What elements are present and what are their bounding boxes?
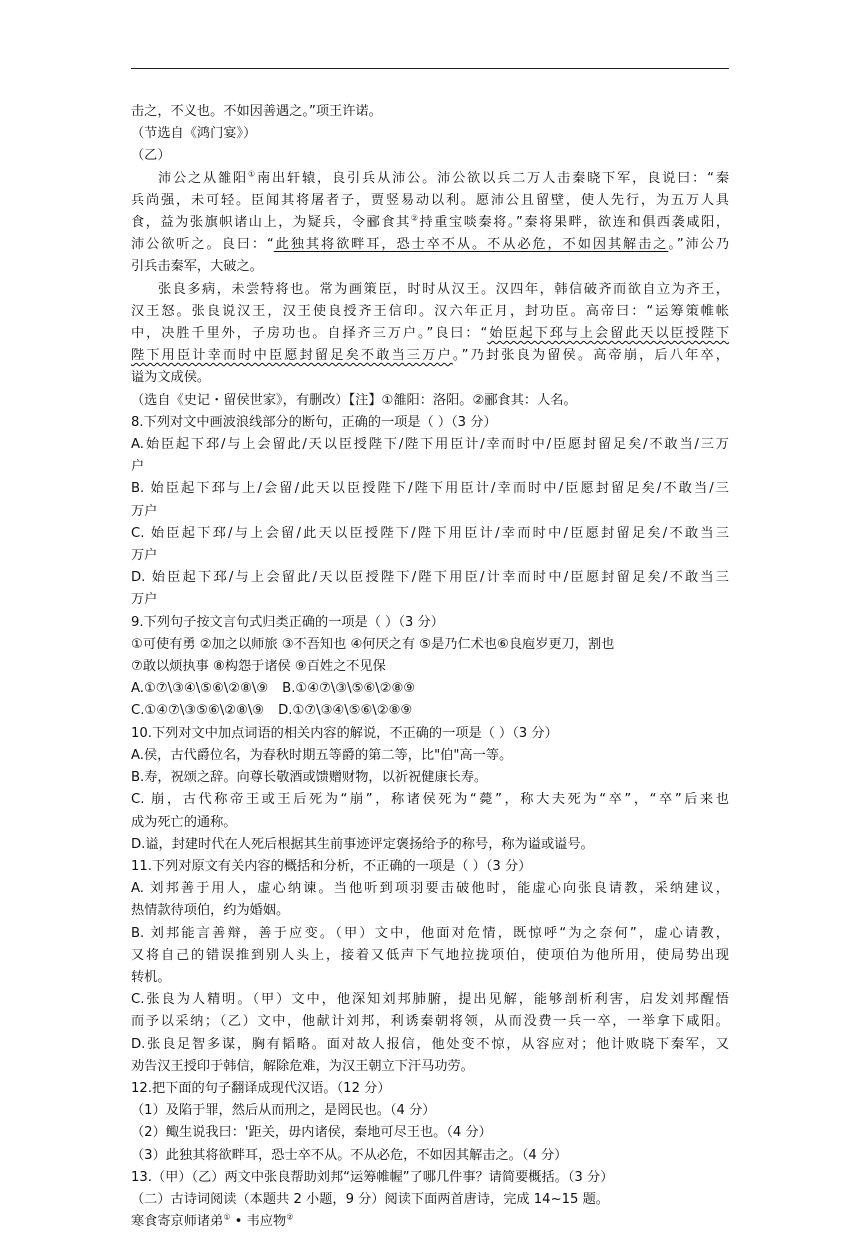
question-10: 10.下列对文中加点词语的相关内容的解说，不正确的一项是（ ）（3 分） A.侯，古代爵位名，为春秋时期五等爵的第二等，比"伯"高一等。 B.寿，祝颂之辞。向尊长敬酒或馈赠财物，以祈祝健康长寿。 C. 崩，古代称帝王或王后死为“崩”，称诸侯死为“薨”，称大夫死为“卒”，“卒”后来也 成为死亡的通称。 D.谥，封建时代在人死后根据其生前事迹评定褒扬给予的称号，称为谥或谥号。	[131, 723, 729, 856]
section-2-heading: （二）古诗词阅读（本题共 2 小题，9 分）阅读下面两首唐诗，完成 14~15 题。	[131, 1191, 609, 1207]
wavy-underlined-text: 陛下用臣计幸而时中臣愿封留足矣不敢当三万户	[131, 348, 453, 364]
option-d: D. 始臣起下邳/与上会留此/天以臣授陛下/陛下用臣/计幸而时中/臣愿封留足矣/不敢当三	[131, 570, 729, 586]
option-b: B. 刘邦能言善辩，善于应变。（甲）文中，他面对危情，既惊呼“为之奈何”，虚心请教，	[131, 925, 729, 941]
question-8: 8.下列对文中画波浪线部分的断句，正确的一项是（ ）（3 分） A.始臣起下邳/与上会留此/天以臣授陛下/陛下用臣计/幸而时中/臣愿封留足矣/不敢当/三万 户 B. 始臣起下邳与上/会留/此天以臣授陛下/陛下用臣计/幸而时中/臣愿封留足矣/不敢当/三 万户 C. 始臣起下邳/与上会留/此天以臣授陛下/陛下用臣计/幸而时中/臣愿封留足矣/不敢当三 万户 D. 始臣起下邳/与上会留此/天以臣授陛下/陛下用臣/计幸而时中/臣愿封留足矣/不敢当三 万户	[131, 414, 729, 608]
option-b: B.①④⑦\③\⑤⑥\②⑧⑨	[282, 681, 416, 697]
option-a: A. 刘邦善于用人，虚心纳谏。当他听到项羽要击破他时，能虚心向张良请教，采纳建议，	[131, 881, 729, 897]
poem-title: 寒食寄京师诸弟① • 韦应物②	[131, 1212, 294, 1230]
footnote-marker: ②	[286, 1212, 294, 1222]
underlined-sentence: 此独其将欲畔耳，恐士卒不从。不从必危，不如因其解击之	[273, 237, 669, 253]
header-rule	[131, 68, 729, 69]
question-11: 11.下列对原文有关内容的概括和分析，不正确的一项是（ ）（3 分） A. 刘邦善于用人，虚心纳谏。当他听到项羽要击破他时，能虚心向张良请教，采纳建议， 热情款待项伯，约为婚姻。 B. 刘邦能言善辩，善于应变。（甲）文中，他面对危情，既惊呼“为之奈何”，虚心请教， 又将自己的错误推到别人头上，接着又低声下气地拉拢项伯，使项伯为他所用，使局势出现 转机。 C.张良为人精明。（甲）文中，他深知刘邦肺腑，提出见解，能够剖析利害，启发刘邦醒悟 而予以采纳；（乙）文中，他献计刘邦，利诱秦朝将领，从而没费一兵一卒，一举拿下咸阳。 D.张良足智多谋，胸有韬略。面对故人报信，他处变不惊，从容应对；他计败晓下秦军，又 劝告汉王授印于韩信，解除危难，为汉王朝立下汗马功劳。	[131, 858, 729, 1074]
option-a: A.侯，古代爵位名，为春秋时期五等爵的第二等，比"伯"高一等。	[131, 747, 513, 763]
passage-b-paragraph-1: 沛公之从雒阳①南出轩辕，良引兵从沛公。沛公欲以兵二万人击秦晓下军，良说曰：“秦 兵尚强，未可轻。臣闻其将屠者子，贾竖易动以利。愿沛公且留壁，使人先行，为五万人具 食，益为张旗帜诸山上，为疑兵，令郦食其②持重宝啖秦将。”秦将果畔，欲连和俱西袭咸阳， 沛公欲听之。良曰：“此独其将欲畔耳，恐士卒不从。不从必危，不如因其解击之。”沛公乃 引兵击秦军，大破之。	[131, 169, 730, 275]
option-b: B. 始臣起下邳与上/会留/此天以臣授陛下/陛下用臣计/幸而时中/臣愿封留足矣/不敢当/三	[131, 481, 729, 497]
question-9: 9.下列句子按文言句式归类正确的一项是（ ）（3 分） ①可使有勇 ②加之以师旅 ③不吾知也 ④何厌之有 ⑤是乃仁术也⑥良庖岁更刀，割也 ⑦敢以烦执事 ⑧构怨于诸侯 ⑨百姓之不见保 A.①⑦\③④\⑤⑥\②⑧\⑨ B.①④⑦\③\⑤⑥\②⑧⑨ C.①④⑦\③⑤⑥\②⑧\⑨ D.①⑦\③④\⑤⑥\②⑧⑨	[131, 614, 615, 719]
wavy-underlined-text: 始臣起下邳与上会留此天以臣授陛下	[487, 326, 730, 342]
option-d: D.张良足智多谋，胸有韬略。面对故人报信，他处变不惊，从容应对；他计败晓下秦军，又	[131, 1036, 729, 1052]
source-a: （节选自《鸿门宴》）	[131, 126, 257, 142]
option-a: A.①⑦\③④\⑤⑥\②⑧\⑨	[131, 681, 269, 697]
footnote-marker: ①	[248, 169, 258, 179]
footnote-marker: ②	[410, 213, 420, 223]
option-d: D.谥，封建时代在人死后根据其生前事迹评定褒扬给予的称号，称为谥或谥号。	[131, 836, 594, 852]
option-c: C. 始臣起下邳/与上会留/此天以臣授陛下/陛下用臣计/幸而时中/臣愿封留足矣/不敢当三	[131, 525, 729, 541]
option-c: C. 崩，古代称帝王或王后死为“崩”，称诸侯死为“薨”，称大夫死为“卒”，“卒”后来也	[131, 792, 729, 808]
question-13: 13.（甲）（乙）两文中张良帮助刘邦“运筹帷幄”了哪几件事？请简要概括。（3 分）	[131, 1169, 614, 1185]
question-12: 12.把下面的句子翻译成现代汉语。（12 分） （1）及陷于罪，然后从而刑之，是罔民也。（4 分） （2）鲰生说我曰：'距关，毋内诸侯，秦地可尽王也。（4 分） （3）此独其将欲畔耳，恐士卒不从。不从必危，不如因其解击之。（4 分）	[131, 1080, 568, 1163]
passage-a-end: 击之，不义也。不如因善遇之。”项王许诺。	[131, 104, 382, 119]
passage-b-paragraph-2: 张良多病，未尝特将也。常为画策臣，时时从汉王。汉四年，韩信破齐而欲自立为齐王， 汉王怒。张良说汉王，汉王使良授齐王信印。汉六年正月，封功臣。高帝曰：“运筹策帷帐 中，决胜千里外，子房功也。自择齐三万户。”良曰：“始臣起下邳与上会留此天以臣授陛下 陛下用臣计幸而时中臣愿封留足矣不敢当三万户。”乃封张良为留侯。高帝崩，后八年卒， 谥为文成侯。	[131, 281, 730, 386]
footnote-marker: ①	[223, 1212, 231, 1222]
document-body	[131, 101, 729, 1233]
option-b: B.寿，祝颂之辞。向尊长敬酒或馈赠财物，以祈祝健康长寿。	[131, 770, 488, 786]
option-a: A.始臣起下邳/与上会留此/天以臣授陛下/陛下用臣计/幸而时中/臣愿封留足矣/不敢当/三万	[131, 437, 729, 453]
poem-author: 韦应物	[246, 1214, 287, 1230]
source-b-and-notes: （选自《史记・留侯世家》，有删改）【注】①雒阳：洛阳。②郦食其：人名。	[131, 392, 577, 408]
option-c: C.①④⑦\③⑤⑥\②⑧\⑨	[131, 703, 265, 719]
option-d: D.①⑦\③④\⑤⑥\②⑧⑨	[278, 703, 413, 719]
option-c: C.张良为人精明。（甲）文中，他深知刘邦肺腑，提出见解，能够剖析利害，启发刘邦醒悟	[131, 992, 729, 1008]
passage-b-label: （乙）	[131, 148, 171, 164]
